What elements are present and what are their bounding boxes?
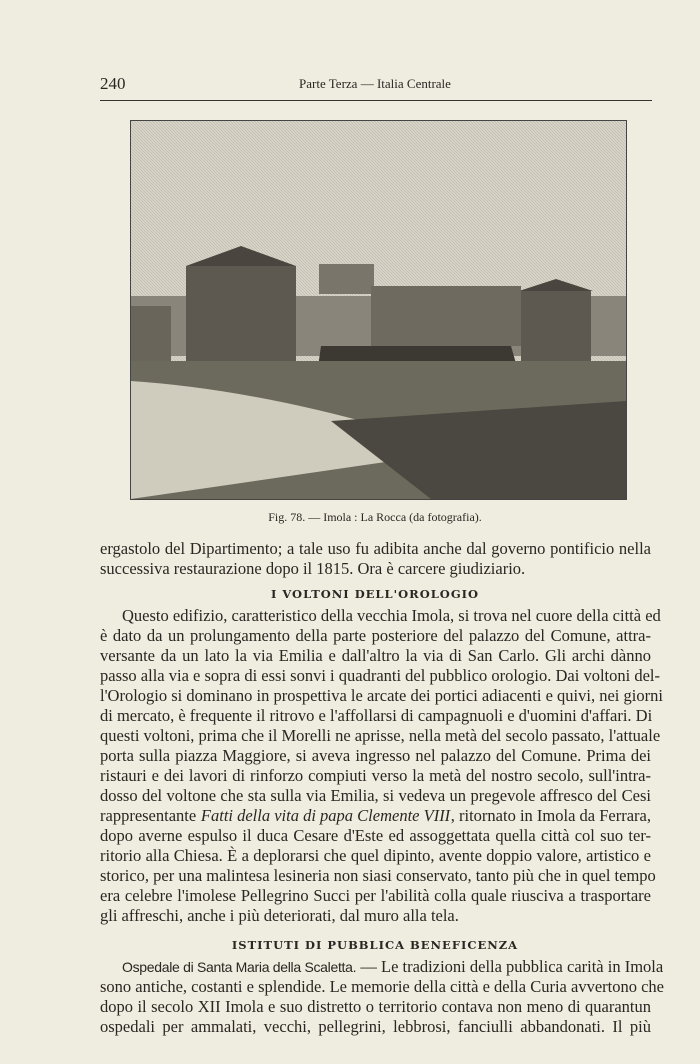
page-number: 240 (100, 74, 126, 93)
text-line: questi voltoni, prima che il Morelli ne aprisse, nella metà del secolo passato, l'attuale (100, 726, 661, 745)
text-line: è dato da un prolungamento della parte posteriore del palazzo del Comune, attra- (100, 626, 651, 645)
text-line: dosso del voltone che sta sulla via Emilia, si vedeva un pregevole affresco del Cesi (100, 786, 651, 805)
header-rule (100, 100, 652, 101)
text-line: passo alla via e sopra di essi sonvi i quadranti del pubblico orologio. Dai voltoni del- (100, 666, 660, 685)
figure-engraving-rocca (130, 120, 627, 500)
text-segment: rappresentante (100, 806, 201, 825)
text-line: ristauri e dei lavori di rinforzo compiuti verso la metà del nostro secolo, sull'intra- (100, 766, 651, 785)
text-line: gli affreschi, anche i più deteriorati, dal muro alla tela. (100, 906, 459, 925)
text-line: ospedali per ammalati, vecchi, pellegrini, lebbrosi, fanciulli abbandonati. Il più (100, 1017, 651, 1036)
run-in-heading: Ospedale di Santa Maria della Scaletta. (122, 959, 357, 975)
section-heading: I VOLTONI DELL'OROLOGIO (270, 587, 480, 601)
text-segment: , ritornato in Imola da Ferrara, (450, 806, 651, 825)
text-line: dopo il secolo XII Imola e suo distretto o territorio contava non meno di quarantun (100, 997, 651, 1016)
section-heading: ISTITUTI DI PUBBLICA BENEFICENZA (231, 938, 519, 952)
text-line: Questo edifizio, caratteristico della vecchia Imola, si trova nel cuore della città ed (122, 606, 661, 625)
italic-title: Fatti della vita di papa Clemente VIII (200, 806, 451, 825)
text-line: storico, per una malintesa lesineria non siasi conservato, tanto più che in quel tempo (100, 866, 656, 885)
text-line: ergastolo del Dipartimento; a tale uso fu adibita anche dal governo pontificio nella (100, 539, 651, 558)
text-line (122, 957, 664, 977)
text-line: porta sulla piazza Maggiore, si aveva ingresso nel palazzo del Comune. Prima dei (100, 746, 651, 765)
text-line: ritorio alla Chiesa. È a deplorarsi che quel dipinto, avente doppio valore, artistico e (100, 846, 651, 865)
text-line: era celebre l'imolese Pellegrino Succi per l'abilità colla quale riusciva a trasportare (100, 886, 651, 905)
text-line: di mercato, è frequente il ritrovo e l'affollarsi di campagnuoli e d'uomini d'affari. Di (100, 706, 653, 725)
running-header (100, 74, 650, 94)
running-title: Parte Terza — Italia Centrale (299, 76, 451, 91)
text-line: successiva restaurazione dopo il 1815. Ora è carcere giudiziario. (100, 559, 526, 578)
text-segment: — Le tradizioni della pubblica carità in Imola (356, 957, 664, 976)
text-line: dopo averne espulso il duca Cesare d'Este ed assoggettata quella città col suo ter- (100, 826, 651, 845)
figure-caption: Fig. 78. — Imola : La Rocca (da fotografia). (268, 510, 482, 524)
text-line: versante da un lato la via Emilia e dall'altro la via di San Carlo. Gli archi dànno (100, 646, 651, 665)
text-line: l'Orologio si dominano in prospettiva le arcate dei portici adiacenti e quivi, nei giorni (100, 686, 663, 705)
text-line: sono antiche, costanti e splendide. Le memorie della città e della Curia avvertono che (100, 977, 664, 996)
text-line-italic (100, 806, 651, 826)
